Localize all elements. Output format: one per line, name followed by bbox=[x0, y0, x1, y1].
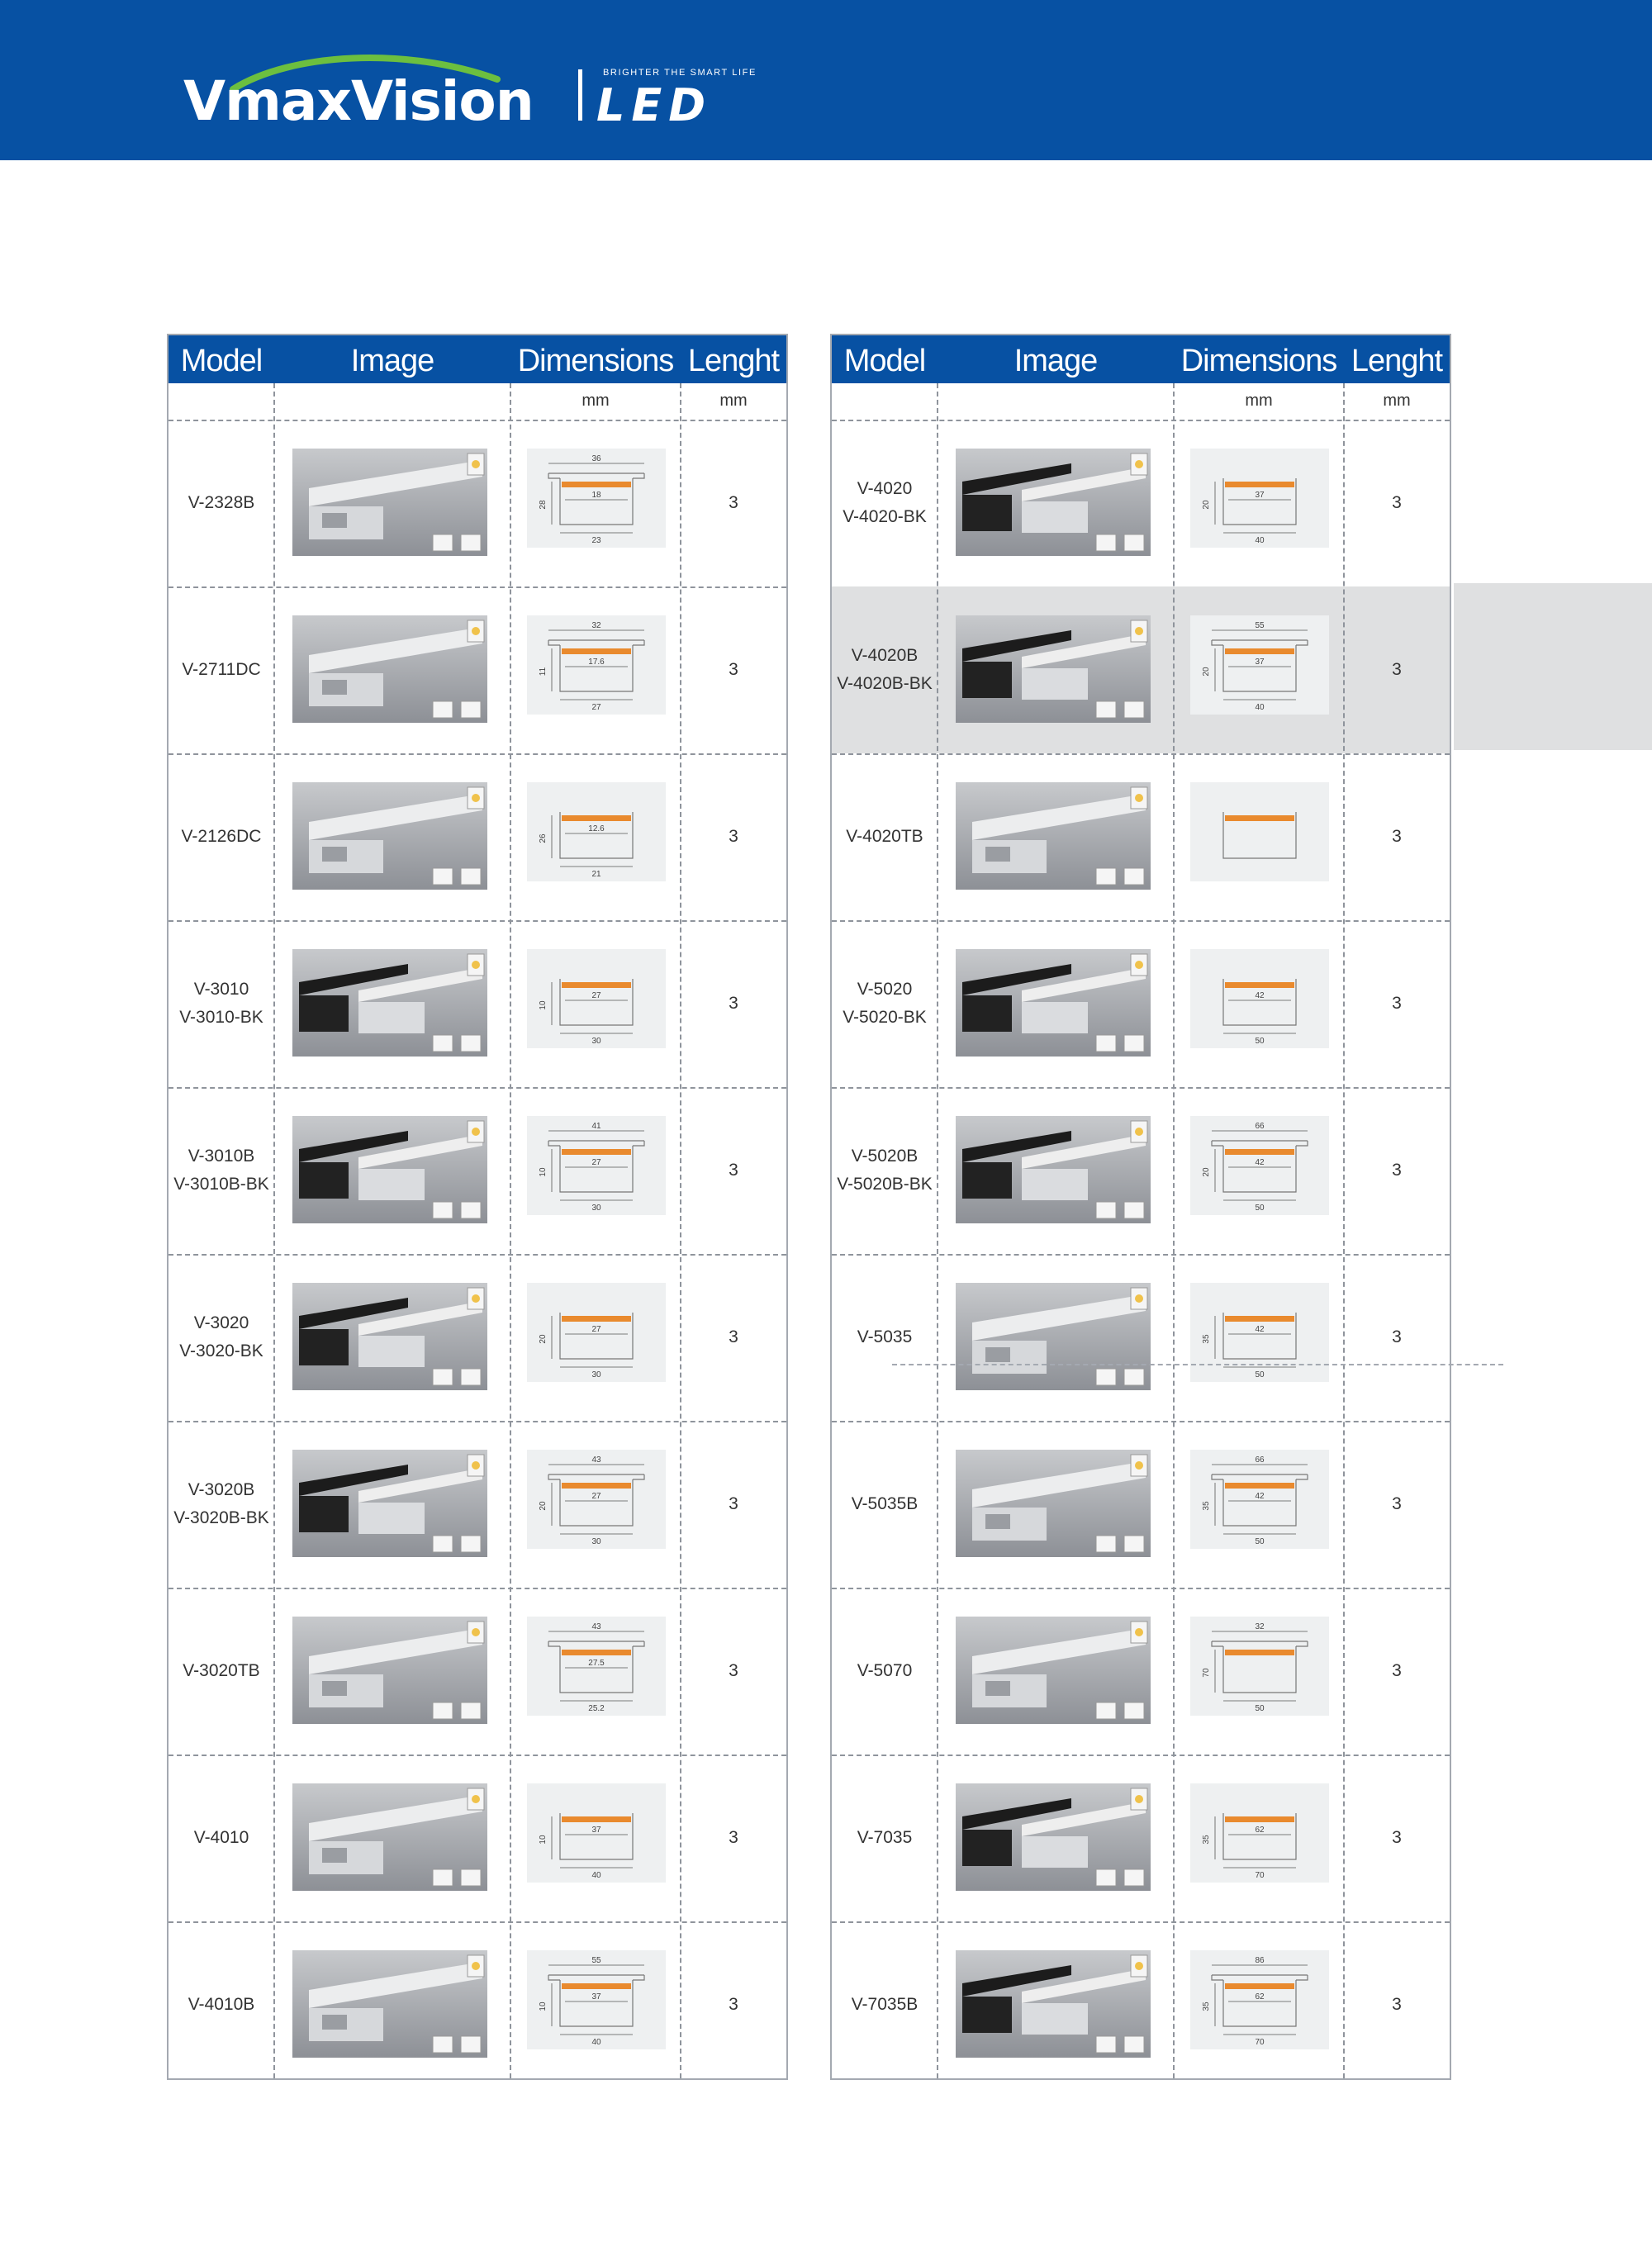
led-strip-thumbnail-icon bbox=[1131, 1288, 1147, 1309]
dimension-bottom-width: 50 bbox=[1255, 1537, 1265, 1546]
dimension-top-width: 43 bbox=[591, 1622, 601, 1631]
table-row bbox=[832, 1421, 1450, 1588]
model-number: V-7035 bbox=[857, 1828, 913, 1847]
model-cell bbox=[169, 1921, 274, 2088]
led-strip-thumbnail-icon bbox=[1131, 954, 1147, 976]
diffuser-cover bbox=[562, 1983, 631, 1989]
model-number: V-5020-BK bbox=[843, 1008, 927, 1027]
model-number: V-2711DC bbox=[182, 660, 261, 679]
led-strip-thumbnail-icon bbox=[468, 1288, 484, 1309]
dimension-drawing bbox=[527, 1950, 666, 2049]
vmaxvision-logo bbox=[183, 46, 762, 137]
length-value: 3 bbox=[729, 1161, 738, 1180]
led-strip-thumbnail-icon bbox=[1131, 620, 1147, 642]
model-number: V-3010B bbox=[188, 1147, 255, 1166]
table-row bbox=[169, 1921, 786, 2088]
column-divider bbox=[510, 383, 511, 2078]
dimension-height: 20 bbox=[539, 1334, 548, 1344]
dimension-inner-width: 27.5 bbox=[588, 1659, 605, 1668]
model-number: V-3020-BK bbox=[179, 1341, 263, 1360]
column-divider bbox=[937, 383, 938, 2078]
length-value: 3 bbox=[1392, 1995, 1402, 2014]
dimension-bottom-width: 50 bbox=[1255, 1037, 1265, 1046]
diffuser-cover bbox=[562, 1316, 631, 1322]
dimension-inner-width: 18 bbox=[591, 491, 601, 500]
model-number: V-5020B-BK bbox=[837, 1175, 933, 1194]
dashed-guide bbox=[892, 1364, 1503, 1365]
model-number: V-4010 bbox=[193, 1828, 249, 1847]
model-cell bbox=[169, 920, 274, 1087]
dimension-bottom-width: 50 bbox=[1255, 1704, 1265, 1713]
length-value: 3 bbox=[729, 994, 738, 1013]
dimension-drawing bbox=[1190, 449, 1329, 548]
dimension-height: 28 bbox=[539, 500, 548, 510]
model-number: V-5035B bbox=[851, 1494, 919, 1513]
column-divider bbox=[680, 383, 681, 2078]
dimension-inner-width: 27 bbox=[591, 1325, 601, 1334]
dimension-bottom-width: 50 bbox=[1255, 1370, 1265, 1379]
dimension-height: 11 bbox=[539, 667, 548, 677]
model-number: V-4020 bbox=[857, 479, 913, 498]
dimension-bottom-width: 30 bbox=[591, 1537, 601, 1546]
model-cell bbox=[832, 753, 938, 920]
column-divider bbox=[1173, 383, 1175, 2078]
dimension-bottom-width: 30 bbox=[591, 1204, 601, 1213]
dimension-bottom-width: 40 bbox=[591, 1871, 601, 1880]
table-row bbox=[169, 1087, 786, 1254]
model-number: V-4020TB bbox=[846, 827, 923, 846]
dimension-drawing bbox=[527, 1450, 666, 1549]
table-row bbox=[832, 753, 1450, 920]
profile-photo bbox=[956, 782, 1151, 890]
dimension-drawing bbox=[527, 782, 666, 881]
dimension-top-width: 36 bbox=[591, 454, 601, 463]
dimension-height: 10 bbox=[539, 2001, 548, 2011]
model-cell bbox=[169, 1087, 274, 1254]
model-cell bbox=[832, 1421, 938, 1588]
dimension-height: 10 bbox=[539, 1835, 548, 1845]
model-number: V-5070 bbox=[857, 1661, 913, 1680]
diffuser-cover bbox=[1225, 1650, 1294, 1655]
profile-photo bbox=[292, 1950, 487, 2058]
dimension-top-width: 43 bbox=[591, 1455, 601, 1465]
model-number: V-7035B bbox=[851, 1995, 919, 2014]
column-header-dimensions: Dimensions bbox=[517, 344, 674, 378]
diffuser-cover bbox=[1225, 1149, 1294, 1155]
column-header-image: Image bbox=[350, 344, 434, 378]
product-table-left bbox=[167, 334, 788, 2080]
diffuser-cover bbox=[562, 815, 631, 821]
diffuser-cover bbox=[1225, 1483, 1294, 1489]
dimension-bottom-width: 40 bbox=[591, 2038, 601, 2047]
brand-name: VmaxVision bbox=[183, 69, 534, 133]
dimension-drawing bbox=[1190, 1950, 1329, 2049]
dimension-inner-width: 27 bbox=[591, 1158, 601, 1167]
table-row bbox=[169, 1755, 786, 1921]
column-divider bbox=[1343, 383, 1345, 2078]
table-row bbox=[169, 586, 786, 753]
diffuser-cover bbox=[562, 648, 631, 654]
dimension-bottom-width: 70 bbox=[1255, 1871, 1265, 1880]
model-cell bbox=[832, 1254, 938, 1421]
dimension-bottom-width: 40 bbox=[1255, 536, 1265, 545]
profile-photo bbox=[956, 1283, 1151, 1390]
profile-photo bbox=[956, 1116, 1151, 1223]
table-row bbox=[832, 1254, 1450, 1421]
length-value: 3 bbox=[1392, 493, 1402, 512]
model-cell bbox=[832, 586, 938, 753]
led-strip-thumbnail-icon bbox=[1131, 1121, 1147, 1142]
dimension-drawing bbox=[1190, 782, 1329, 881]
dimensions-unit: mm bbox=[1245, 392, 1273, 410]
profile-photo bbox=[292, 1783, 487, 1891]
dimension-drawing bbox=[1190, 1617, 1329, 1716]
table-row bbox=[832, 1588, 1450, 1755]
dimension-top-width: 86 bbox=[1255, 1956, 1265, 1965]
profile-photo bbox=[956, 1617, 1151, 1724]
dimension-bottom-width: 23 bbox=[591, 536, 601, 545]
diffuser-cover bbox=[562, 1149, 631, 1155]
length-unit: mm bbox=[1383, 392, 1411, 410]
led-strip-thumbnail-icon bbox=[1131, 1788, 1147, 1810]
profile-photo bbox=[292, 949, 487, 1057]
dimension-drawing bbox=[1190, 1783, 1329, 1883]
length-value: 3 bbox=[1392, 1494, 1402, 1513]
length-value: 3 bbox=[729, 1327, 738, 1346]
dimension-drawing bbox=[1190, 1450, 1329, 1549]
diffuser-cover bbox=[562, 982, 631, 988]
led-strip-thumbnail-icon bbox=[1131, 1622, 1147, 1643]
table-row bbox=[169, 920, 786, 1087]
model-number: V-5035 bbox=[857, 1327, 913, 1346]
length-value: 3 bbox=[1392, 1161, 1402, 1180]
highlight-band bbox=[1454, 583, 1652, 750]
model-cell bbox=[169, 1588, 274, 1755]
model-number: V-3020B bbox=[188, 1480, 255, 1499]
model-cell bbox=[169, 1755, 274, 1921]
dimension-bottom-width: 27 bbox=[591, 703, 601, 712]
model-cell bbox=[169, 1254, 274, 1421]
dimension-top-width: 66 bbox=[1255, 1455, 1265, 1465]
led-strip-thumbnail-icon bbox=[468, 787, 484, 809]
dimension-height: 10 bbox=[539, 1000, 548, 1010]
model-cell bbox=[169, 420, 274, 586]
diffuser-cover bbox=[1225, 648, 1294, 654]
dimension-inner-width: 37 bbox=[591, 1992, 601, 2001]
model-cell bbox=[832, 1087, 938, 1254]
model-cell bbox=[169, 1421, 274, 1588]
column-header-model: Model bbox=[180, 344, 263, 378]
diffuser-cover bbox=[1225, 1816, 1294, 1822]
brand-tagline: BRIGHTER THE SMART LIFE bbox=[603, 68, 757, 78]
profile-photo bbox=[956, 449, 1151, 556]
dimension-inner-width: 42 bbox=[1255, 1492, 1265, 1501]
dimension-height: 20 bbox=[1202, 667, 1211, 677]
dimension-height: 10 bbox=[539, 1167, 548, 1177]
table-row bbox=[832, 920, 1450, 1087]
model-cell bbox=[832, 1588, 938, 1755]
profile-photo bbox=[292, 449, 487, 556]
dimension-inner-width: 42 bbox=[1255, 1158, 1265, 1167]
page-header bbox=[0, 0, 1652, 160]
dimension-height: 20 bbox=[1202, 1167, 1211, 1177]
model-cell bbox=[832, 920, 938, 1087]
length-value: 3 bbox=[729, 493, 738, 512]
diffuser-cover bbox=[1225, 982, 1294, 988]
column-divider bbox=[273, 383, 275, 2078]
length-value: 3 bbox=[729, 660, 738, 679]
dimension-bottom-width: 70 bbox=[1255, 2038, 1265, 2047]
profile-photo bbox=[956, 1950, 1151, 2058]
profile-photo bbox=[956, 615, 1151, 723]
dimension-inner-width: 42 bbox=[1255, 1325, 1265, 1334]
length-value: 3 bbox=[1392, 994, 1402, 1013]
dimension-drawing bbox=[527, 1116, 666, 1215]
dimension-inner-width: 62 bbox=[1255, 1826, 1265, 1835]
model-number: V-4020B-BK bbox=[837, 674, 933, 693]
model-number: V-2126DC bbox=[181, 827, 262, 846]
length-value: 3 bbox=[1392, 827, 1402, 846]
model-cell bbox=[832, 420, 938, 586]
led-strip-thumbnail-icon bbox=[1131, 1955, 1147, 1977]
dimension-bottom-width: 50 bbox=[1255, 1204, 1265, 1213]
dimension-drawing bbox=[527, 1283, 666, 1382]
led-strip-thumbnail-icon bbox=[468, 1955, 484, 1977]
dimension-inner-width: 17.6 bbox=[588, 658, 605, 667]
diffuser-cover bbox=[1225, 815, 1294, 821]
length-unit: mm bbox=[719, 392, 748, 410]
brand-product-line: LED bbox=[596, 79, 713, 131]
table-header bbox=[832, 335, 1450, 383]
model-number: V-4020B bbox=[851, 646, 919, 665]
profile-photo bbox=[956, 949, 1151, 1057]
length-value: 3 bbox=[729, 1828, 738, 1847]
model-number: V-3020 bbox=[193, 1313, 249, 1332]
dimension-drawing bbox=[1190, 1116, 1329, 1215]
dimension-inner-width: 37 bbox=[1255, 491, 1265, 500]
dimension-inner-width: 37 bbox=[1255, 658, 1265, 667]
profile-photo bbox=[292, 782, 487, 890]
dimension-height: 70 bbox=[1202, 1668, 1211, 1678]
profile-photo bbox=[956, 1783, 1151, 1891]
column-header-dimensions: Dimensions bbox=[1180, 344, 1337, 378]
diffuser-cover bbox=[1225, 1316, 1294, 1322]
led-strip-thumbnail-icon bbox=[468, 954, 484, 976]
table-row bbox=[832, 420, 1450, 586]
model-cell bbox=[169, 753, 274, 920]
column-header-length: Lenght bbox=[1351, 344, 1443, 378]
model-number: V-3010B-BK bbox=[173, 1175, 269, 1194]
dimension-bottom-width: 21 bbox=[591, 870, 601, 879]
dimension-inner-width: 27 bbox=[591, 991, 601, 1000]
model-number: V-3010-BK bbox=[179, 1008, 263, 1027]
profile-photo bbox=[292, 1617, 487, 1724]
dimension-top-width: 32 bbox=[1255, 1622, 1265, 1631]
table-row bbox=[169, 1421, 786, 1588]
model-cell bbox=[832, 1755, 938, 1921]
led-strip-thumbnail-icon bbox=[468, 1622, 484, 1643]
dimension-drawing bbox=[527, 1617, 666, 1716]
led-strip-thumbnail-icon bbox=[468, 453, 484, 475]
dimension-height: 35 bbox=[1202, 1835, 1211, 1845]
column-header-length: Lenght bbox=[687, 344, 780, 378]
length-value: 3 bbox=[729, 827, 738, 846]
model-number: V-5020 bbox=[857, 980, 913, 999]
dimension-height: 35 bbox=[1202, 2001, 1211, 2011]
led-strip-thumbnail-icon bbox=[468, 1788, 484, 1810]
model-number: V-5020B bbox=[851, 1147, 919, 1166]
led-strip-thumbnail-icon bbox=[1131, 787, 1147, 809]
length-value: 3 bbox=[1392, 1327, 1402, 1346]
length-value: 3 bbox=[1392, 660, 1402, 679]
dimension-drawing bbox=[1190, 949, 1329, 1048]
model-number: V-4020-BK bbox=[843, 507, 927, 526]
dimension-drawing bbox=[527, 615, 666, 715]
column-header-image: Image bbox=[1014, 344, 1098, 378]
dimension-height: 20 bbox=[1202, 500, 1211, 510]
dimension-drawing bbox=[1190, 615, 1329, 715]
table-row bbox=[169, 753, 786, 920]
profile-photo bbox=[292, 615, 487, 723]
model-number: V-3010 bbox=[193, 980, 249, 999]
led-strip-thumbnail-icon bbox=[1131, 1455, 1147, 1476]
profile-photo bbox=[956, 1450, 1151, 1557]
diffuser-cover bbox=[562, 482, 631, 487]
led-strip-thumbnail-icon bbox=[468, 1121, 484, 1142]
dimension-top-width: 66 bbox=[1255, 1122, 1265, 1131]
length-value: 3 bbox=[729, 1494, 738, 1513]
product-table-right bbox=[830, 334, 1451, 2080]
dimension-inner-width: 12.6 bbox=[588, 824, 605, 833]
diffuser-cover bbox=[562, 1483, 631, 1489]
logo-divider bbox=[578, 69, 582, 121]
dimension-top-width: 55 bbox=[591, 1956, 601, 1965]
dimension-height: 26 bbox=[539, 833, 548, 843]
table-row bbox=[832, 1755, 1450, 1921]
dimension-drawing bbox=[527, 449, 666, 548]
dimension-top-width: 32 bbox=[591, 621, 601, 630]
dimension-top-width: 55 bbox=[1255, 621, 1265, 630]
table-row bbox=[832, 1087, 1450, 1254]
diffuser-cover bbox=[562, 1650, 631, 1655]
dimension-bottom-width: 30 bbox=[591, 1037, 601, 1046]
dimension-drawing bbox=[1190, 1283, 1329, 1382]
model-number: V-3020B-BK bbox=[173, 1508, 269, 1527]
led-strip-thumbnail-icon bbox=[1131, 453, 1147, 475]
dimension-bottom-width: 25.2 bbox=[588, 1704, 605, 1713]
model-number: V-2328B bbox=[188, 493, 255, 512]
dimension-height: 35 bbox=[1202, 1501, 1211, 1511]
table-row bbox=[169, 1254, 786, 1421]
diffuser-cover bbox=[1225, 482, 1294, 487]
dimension-bottom-width: 30 bbox=[591, 1370, 601, 1379]
model-cell bbox=[169, 586, 274, 753]
dimension-height: 20 bbox=[539, 1501, 548, 1511]
dimension-height: 35 bbox=[1202, 1334, 1211, 1344]
dimension-top-width: 41 bbox=[591, 1122, 601, 1131]
dimensions-unit: mm bbox=[582, 392, 610, 410]
length-value: 3 bbox=[729, 1995, 738, 2014]
dimension-bottom-width: 40 bbox=[1255, 703, 1265, 712]
diffuser-cover bbox=[562, 1816, 631, 1822]
table-row bbox=[832, 586, 1450, 753]
led-strip-thumbnail-icon bbox=[468, 1455, 484, 1476]
profile-photo bbox=[292, 1450, 487, 1557]
model-number: V-4010B bbox=[188, 1995, 255, 2014]
profile-photo bbox=[292, 1116, 487, 1223]
dimension-inner-width: 42 bbox=[1255, 991, 1265, 1000]
dimension-drawing bbox=[527, 949, 666, 1048]
dimension-drawing bbox=[527, 1783, 666, 1883]
length-value: 3 bbox=[1392, 1828, 1402, 1847]
table-row bbox=[169, 420, 786, 586]
table-header bbox=[169, 335, 786, 383]
length-value: 3 bbox=[1392, 1661, 1402, 1680]
dimension-inner-width: 27 bbox=[591, 1492, 601, 1501]
table-row bbox=[169, 1588, 786, 1755]
dimension-inner-width: 62 bbox=[1255, 1992, 1265, 2001]
diffuser-cover bbox=[1225, 1983, 1294, 1989]
table-row bbox=[832, 1921, 1450, 2088]
model-cell bbox=[832, 1921, 938, 2088]
profile-photo bbox=[292, 1283, 487, 1390]
dimension-inner-width: 37 bbox=[591, 1826, 601, 1835]
column-header-model: Model bbox=[843, 344, 926, 378]
led-strip-thumbnail-icon bbox=[468, 620, 484, 642]
length-value: 3 bbox=[729, 1661, 738, 1680]
model-number: V-3020TB bbox=[183, 1661, 260, 1680]
